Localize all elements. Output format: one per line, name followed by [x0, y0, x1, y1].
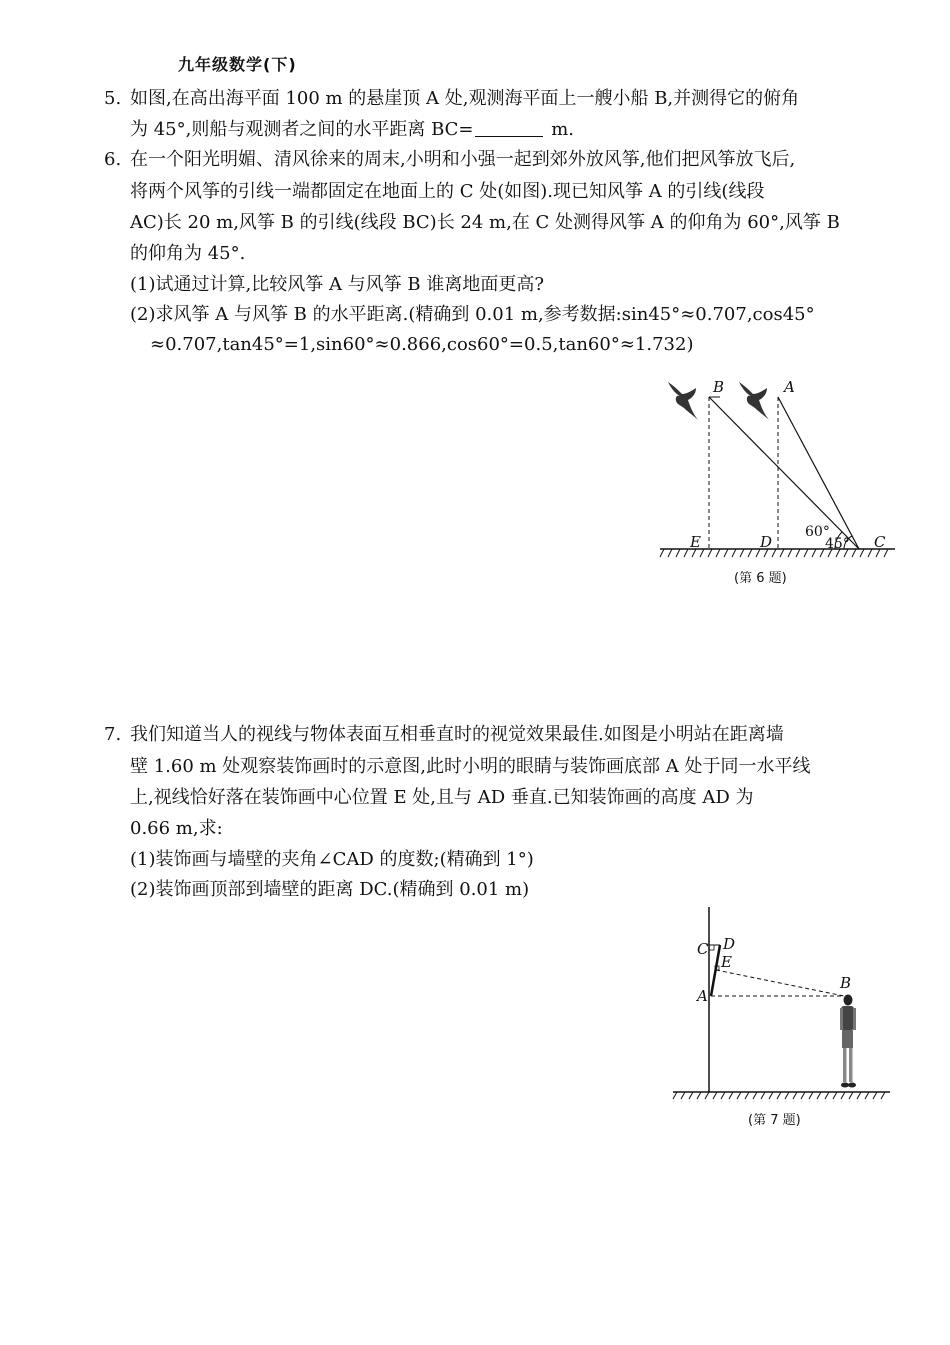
q6-line-3: AC)长 20 m,风筝 B 的引线(线段 BC)长 24 m,在 C 处测得风筝 A 的仰角为 60°,风筝 B [130, 212, 840, 233]
q6-sub-1: (1)试通过计算,比较风筝 A 与风筝 B 谁离地面更高? [130, 274, 544, 295]
q7-line-3: 上,视线恰好落在装饰画中心位置 E 处,且与 AD 垂直.已知装饰画的高度 AD 为 [130, 787, 754, 808]
label-E-7: E [721, 953, 732, 971]
q7-sub-2: (2)装饰画顶部到墙壁的距离 DC.(精确到 0.01 m) [130, 879, 530, 900]
label-C: C [874, 533, 886, 551]
label-E: E [690, 533, 701, 551]
q6-sub-2a: (2)求风筝 A 与风筝 B 的水平距离.(精确到 0.01 m,参考数据:sin45°≈0.707,cos45° [130, 304, 815, 325]
q5-line-2 [130, 118, 574, 141]
q7-number: 7. [104, 724, 122, 745]
q6-line-1: 在一个阳光明媚、清风徐来的周末,小明和小强一起到郊外放风筝,他们把风筝放飞后, [130, 149, 796, 170]
label-A: A [784, 378, 795, 396]
q5-line-2b: m. [545, 119, 574, 140]
q7-line-1: 我们知道当人的视线与物体表面互相垂直时的视觉效果最佳.如图是小明站在距离墙 [130, 724, 784, 745]
q7-caption: (第 7 题) [748, 1113, 801, 1128]
page-header: 九年级数学(下) [178, 55, 297, 74]
string-BC [709, 397, 859, 549]
bird-icon-B [668, 382, 698, 420]
person-icon [840, 995, 856, 1088]
label-A-7: A [697, 987, 708, 1005]
label-B-7: B [840, 974, 852, 992]
label-angle-60: 60° [805, 524, 830, 540]
q6-caption: (第 6 题) [734, 571, 787, 586]
label-angle-45: 45° [825, 536, 850, 552]
q7-line-4: 0.66 m,求: [130, 818, 223, 839]
ground-hatching-7 [673, 1092, 885, 1099]
q7-sub-1: (1)装饰画与墙壁的夹角∠CAD 的度数;(精确到 1°) [130, 849, 534, 870]
label-B: B [713, 378, 725, 396]
q6-line-2: 将两个风筝的引线一端都固定在地面上的 C 处(如图).现已知风筝 A 的引线(线段 [130, 181, 765, 202]
sight-line-EB [716, 970, 844, 996]
q5-number: 5. [104, 88, 122, 109]
q6-sub-2b: ≈0.707,tan45°=1,sin60°≈0.866,cos60°=0.5,tan60°≈1.732) [150, 334, 694, 355]
q5-answer-blank[interactable] [475, 118, 543, 137]
q7-figure [668, 902, 898, 1107]
q5-line-2a: 为 45°,则船与观测者之间的水平距离 BC= [130, 119, 474, 140]
q5-line-1: 如图,在高出海平面 100 m 的悬崖顶 A 处,观测海平面上一艘小船 B,并测得它的俯角 [130, 88, 800, 109]
q6-figure [650, 370, 900, 570]
q6-number: 6. [104, 149, 122, 170]
q7-line-2: 壁 1.60 m 处观察装饰画时的示意图,此时小明的眼睛与装饰画底部 A 处于同一水平线 [130, 756, 811, 777]
q6-line-4: 的仰角为 45°. [130, 243, 246, 264]
label-D-7: D [723, 935, 736, 953]
label-D: D [760, 533, 773, 551]
label-C-7: C [697, 940, 709, 958]
bird-icon-A [739, 382, 769, 420]
